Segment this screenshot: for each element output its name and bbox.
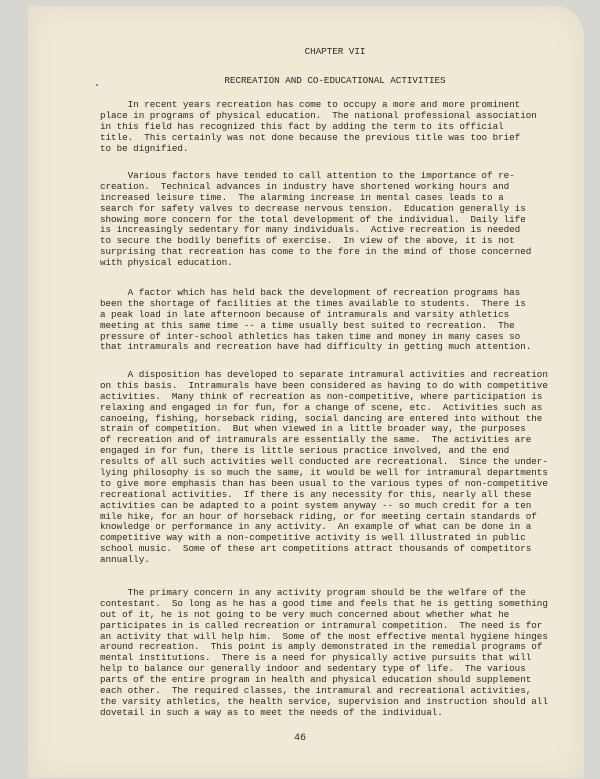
- document-page: [28, 6, 584, 778]
- text-line: A disposition has developed to separate intramural activities and recreation: [100, 369, 548, 380]
- chapter-title: RECREATION AND CO-EDUCATIONAL ACTIVITIES: [224, 75, 446, 86]
- chapter-heading: CHAPTER VII: [304, 46, 366, 57]
- page-number: 46: [293, 733, 306, 744]
- text-line: a peak load in late afternoon because of intramurals and varsity athletics: [100, 308, 510, 320]
- paragraph-2: [100, 171, 570, 269]
- text-line: creation. Technical advances in industry have shortened working hours and: [100, 180, 510, 192]
- text-line: to be dignified.: [100, 142, 189, 154]
- text-line: Various factors have tended to call attention to the importance of re-: [100, 170, 515, 181]
- text-line: pressure of inter-school athletics has taken time and money in many cases so: [100, 330, 521, 342]
- text-line: to secure the bodily benefits of exercise. In view of the above, it is not: [100, 235, 515, 247]
- text-line: parts of the entire program in health and physical education should supplement: [100, 674, 532, 686]
- text-line: The primary concern in any activity program should be the welfare of the: [100, 587, 526, 598]
- text-line: to give more emphasis than has been usual to the various types of non-competitive: [100, 477, 548, 489]
- text-line: knowledge or performance in any activity. An example of what can be done in a: [100, 521, 532, 533]
- text-line: school music. Some of these art competitions attract thousands of competitors: [100, 543, 532, 555]
- text-line: out of it, he is not going to be very much concerned about whether what he: [100, 608, 510, 620]
- text-line: meeting at this same time -- a time usually best suited to recreation. The: [100, 319, 515, 331]
- paragraph-4: [100, 370, 570, 566]
- text-line: relaxing and engaged in for fun, for a change of scene, etc. Activities such as: [100, 401, 543, 413]
- text-line: in this field has recognized this fact by adding the term to its official: [100, 120, 504, 132]
- text-line: mile hike, for an hour of horseback riding, or for meeting certain standards of: [100, 510, 537, 522]
- text-line: mental institutions. There is a need for physically active pursuits that will: [100, 652, 532, 664]
- text-line: on this basis. Intramurals have been considered as having to do with competitive: [100, 379, 548, 391]
- text-line: recreational activities. If there is any necessity for this, nearly all these: [100, 488, 532, 500]
- text-line: been the shortage of facilities at the times available to students. There is: [100, 297, 526, 309]
- text-line: that intramurals and recreation have had difficulty in getting much attention.: [100, 341, 532, 353]
- text-line: surprising that recreation has come to the fore in the mind of those concerned: [100, 246, 532, 258]
- text-line: around recreation. This point is amply demonstrated in the remedial programs of: [100, 641, 543, 653]
- paragraph-5: [100, 588, 570, 719]
- text-line: A factor which has held back the development of recreation programs has: [100, 287, 521, 298]
- text-line: activities. Many think of recreation as non-competitive, where participation is: [100, 390, 543, 402]
- text-line: contestant. So long as he has a good time and feels that he is getting something: [100, 597, 548, 609]
- text-line: each other. The required classes, the intramural and recreational activities,: [100, 685, 532, 697]
- text-line: increased leisure time. The alarming increase in mental cases leads to a: [100, 191, 504, 203]
- text-line: showing more concern for the total development of the individual. Daily life: [100, 213, 526, 225]
- text-line: search for safety valves to decrease nervous tension. Education generally is: [100, 202, 526, 214]
- text-line: In recent years recreation has come to occupy a more and more prominent: [100, 99, 521, 110]
- speck-mark: [96, 84, 98, 86]
- text-line: canoeing, fishing, horseback riding, social dancing are entered into without the: [100, 412, 543, 424]
- text-line: of recreation and of intramurals are essentially the same. The activities are: [100, 434, 532, 446]
- text-line: lying philosophy is so much the same, it would be well for intramural departments: [100, 467, 548, 479]
- text-line: dovetail in such a way as to meet the needs of the individual.: [100, 706, 443, 718]
- text-line: help to balance our generally indoor and sedentary type of life. The various: [100, 663, 526, 675]
- text-line: engaged in for fun, there is little serious practice involved, and the end: [100, 445, 510, 457]
- text-line: the varsity athletics, the health service, supervision and instruction should all: [100, 695, 548, 707]
- paragraph-1: [100, 100, 570, 154]
- text-line: competitive way with a non-competitive activity is well illustrated in public: [100, 532, 526, 544]
- text-line: an activity that will help him. Some of the most effective mental hygiene hinges: [100, 630, 548, 642]
- text-line: title. This certainly was not done because the previous title was too brief: [100, 131, 521, 143]
- text-line: participates in is called recreation or intramural competition. The need is for: [100, 619, 543, 631]
- text-line: annually.: [100, 554, 150, 566]
- paragraph-3: [100, 288, 570, 353]
- text-line: strain of competition. But when viewed in a little broader way, the purposes: [100, 423, 526, 435]
- text-line: place in programs of physical education. The national professional association: [100, 109, 537, 121]
- text-line: is increasingly sedentary for many individuals. Active recreation is needed: [100, 224, 521, 236]
- text-line: results of all such activities well conducted are recreational. Since the under-: [100, 456, 548, 468]
- text-line: activities can be adapted to a point system anyway -- so much credit for a ten: [100, 499, 532, 511]
- text-line: with physical education.: [100, 257, 233, 269]
